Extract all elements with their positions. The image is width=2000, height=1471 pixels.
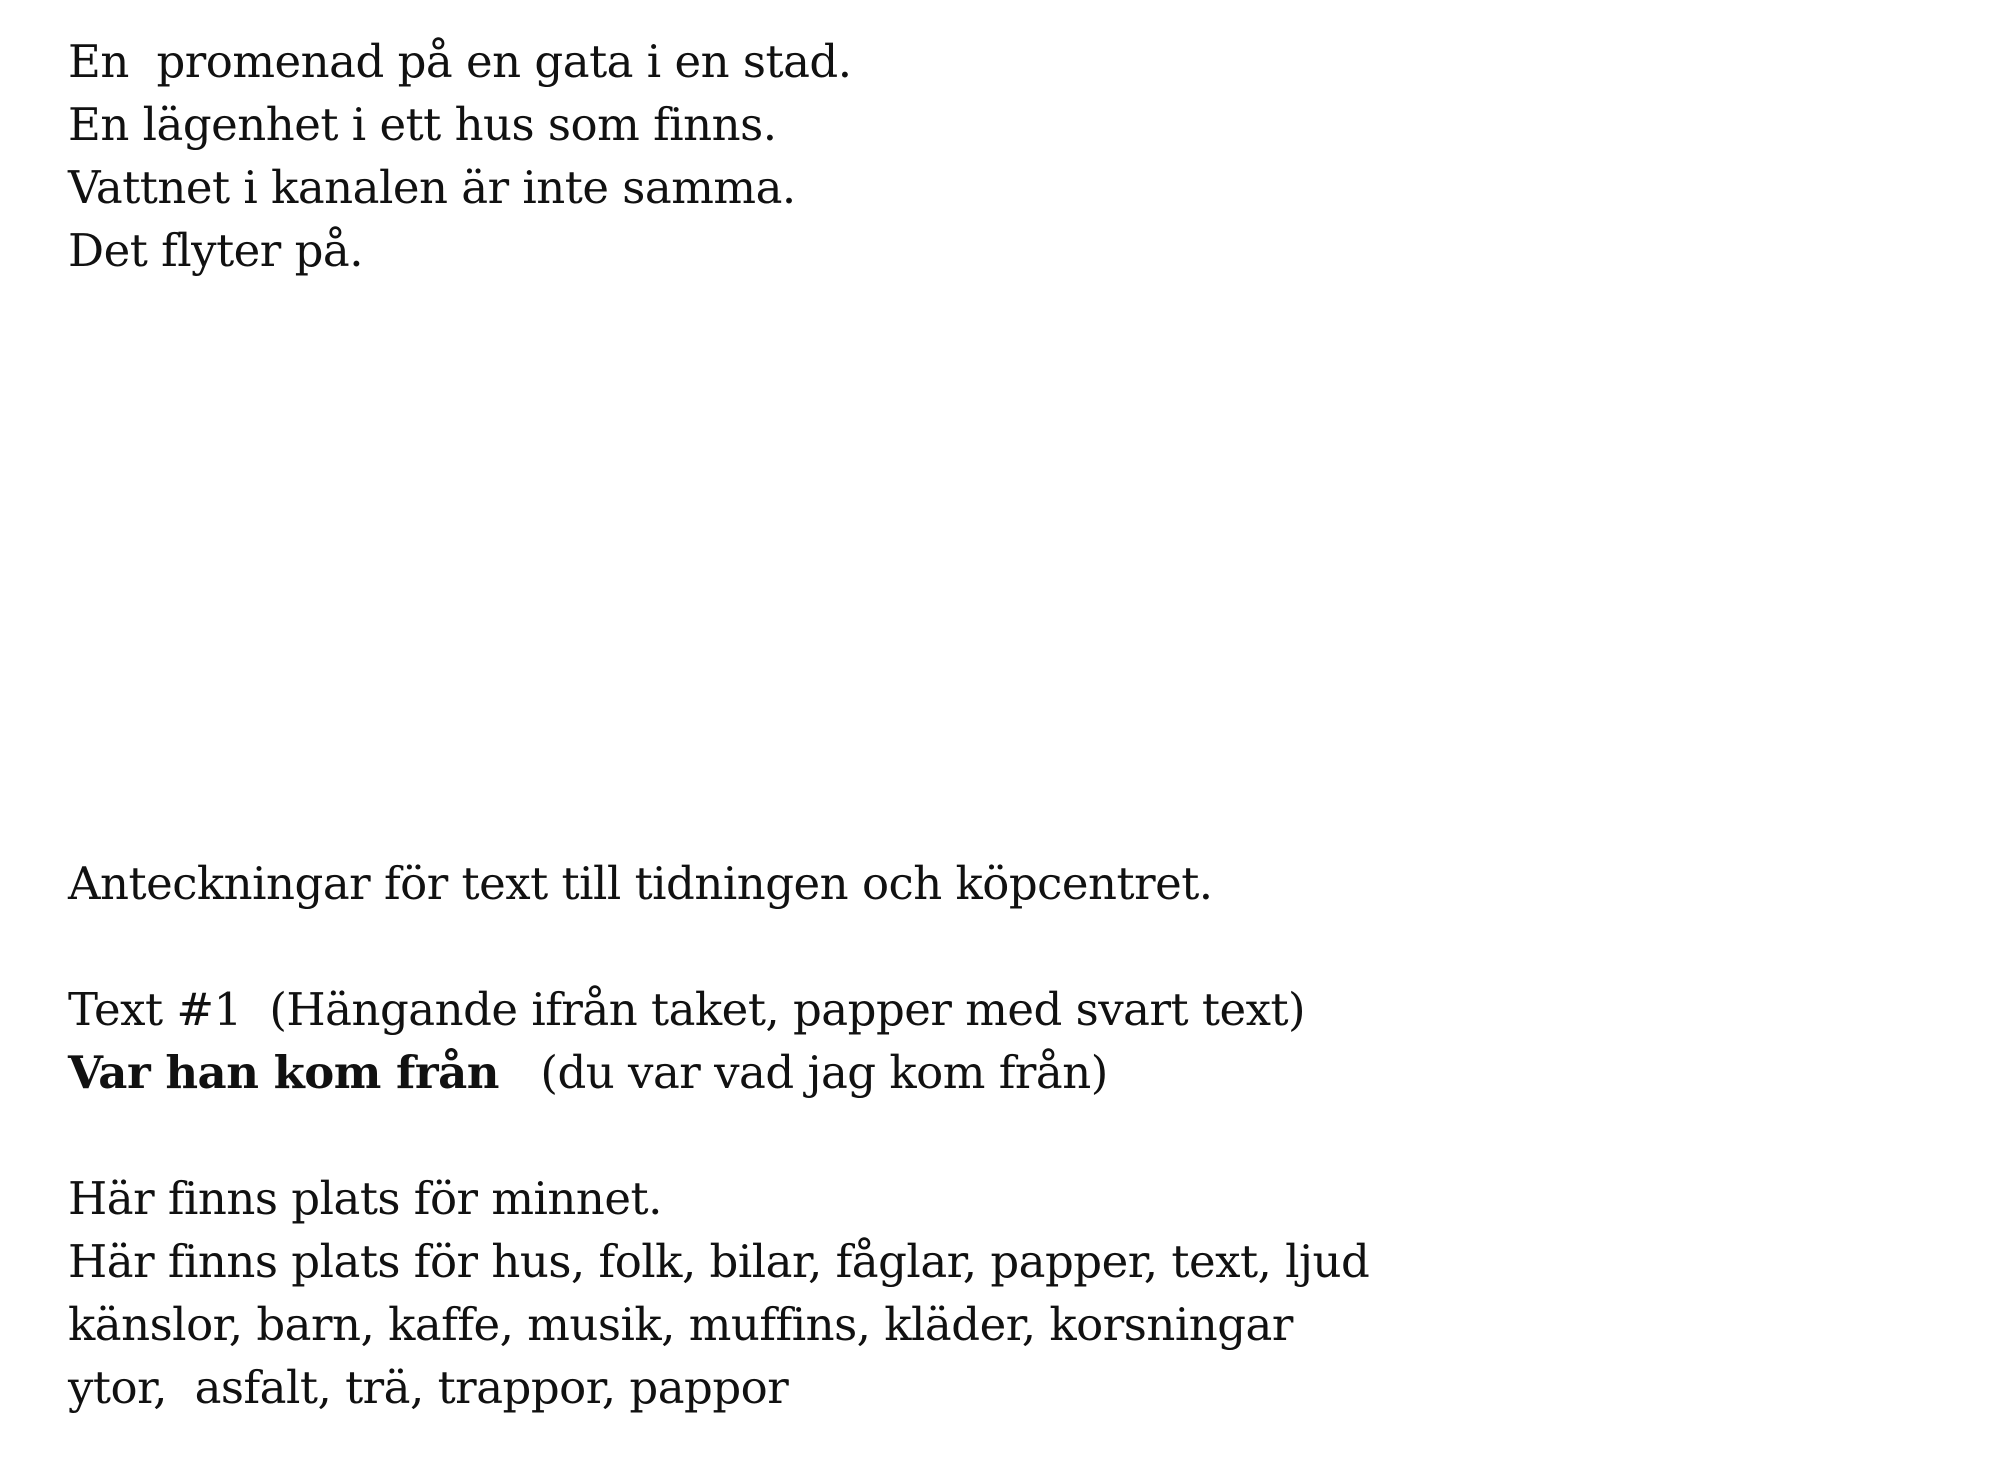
title-line xyxy=(68,1041,1948,1104)
notes-line-4: ytor, asfalt, trä, trappor, pappor xyxy=(68,1361,789,1414)
poem-line-4: Det flyter på. xyxy=(68,224,364,277)
poem-block xyxy=(68,30,1948,282)
notes-block xyxy=(68,852,1948,1419)
notes-line-3: känslor, barn, kaffe, musik, muffins, kläder, korsningar xyxy=(68,1298,1293,1351)
spacer xyxy=(68,1104,1948,1167)
title-bold: Var han kom från xyxy=(68,1046,499,1099)
text1-label: Text #1 (Hängande ifrån taket, papper med svart text) xyxy=(68,983,1306,1036)
spacer xyxy=(68,915,1948,978)
notes-line-1: Här finns plats för minnet. xyxy=(68,1172,662,1225)
title-alt: (du var vad jag kom från) xyxy=(499,1046,1108,1099)
poem-line-1: En promenad på en gata i en stad. xyxy=(68,35,852,88)
poem-line-3: Vattnet i kanalen är inte samma. xyxy=(68,161,796,214)
notes-line-2: Här finns plats för hus, folk, bilar, fåglar, papper, text, ljud xyxy=(68,1235,1370,1288)
poem-line-2: En lägenhet i ett hus som finns. xyxy=(68,98,777,151)
notes-heading: Anteckningar för text till tidningen och köpcentret. xyxy=(68,857,1213,910)
